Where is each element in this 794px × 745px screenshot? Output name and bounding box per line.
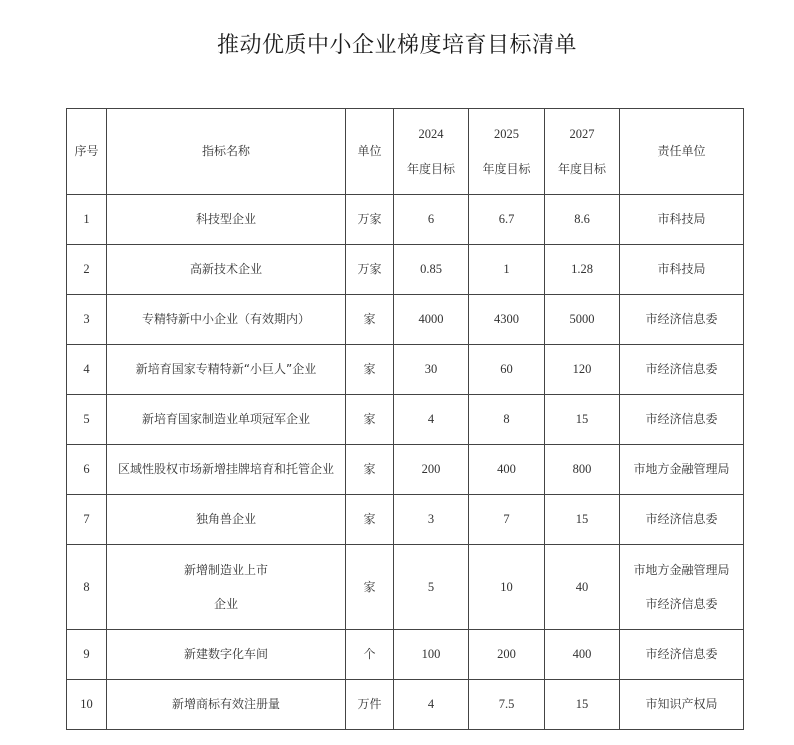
cell-2025: 8 (469, 395, 545, 445)
cell-unit: 家 (346, 545, 394, 630)
cell-2024: 30 (394, 345, 469, 395)
cell-dept: 市地方金融管理局 (620, 445, 744, 495)
cell-2027: 15 (545, 680, 620, 730)
cell-dept: 市经济信息委 (620, 495, 744, 545)
table-row (67, 445, 744, 495)
cell-2027: 800 (545, 445, 620, 495)
header-dept: 责任单位 (620, 109, 744, 195)
cell-name: 科技型企业 (107, 195, 346, 245)
header-unit: 单位 (346, 109, 394, 195)
cell-seq: 5 (67, 395, 107, 445)
cell-name-line1: 新增制造业上市 (183, 562, 268, 577)
cell-2027: 1.28 (545, 245, 620, 295)
cell-2025: 7 (469, 495, 545, 545)
cell-2025: 400 (469, 445, 545, 495)
cell-unit: 家 (346, 495, 394, 545)
cell-2024: 200 (394, 445, 469, 495)
cell-dept: 市知识产权局 (620, 680, 744, 730)
table-row (67, 495, 744, 545)
cell-2025: 7.5 (469, 680, 545, 730)
table-row (67, 680, 744, 730)
cell-2024: 4000 (394, 295, 469, 345)
cell-unit: 万家 (346, 195, 394, 245)
cell-name (107, 545, 346, 630)
header-2025 (469, 109, 545, 195)
table-row (67, 195, 744, 245)
cell-2025: 6.7 (469, 195, 545, 245)
table-row (67, 295, 744, 345)
cell-name: 高新技术企业 (107, 245, 346, 295)
header-2027-year: 2027 (569, 126, 595, 141)
cell-seq: 6 (67, 445, 107, 495)
cell-dept-line1: 市地方金融管理局 (633, 562, 730, 577)
cell-unit: 家 (346, 295, 394, 345)
cell-2024: 100 (394, 630, 469, 680)
cell-dept: 市经济信息委 (620, 295, 744, 345)
cell-name: 新培育国家专精特新“小巨人”企业 (107, 345, 346, 395)
cell-2024: 6 (394, 195, 469, 245)
header-2024 (394, 109, 469, 195)
cell-dept: 市科技局 (620, 245, 744, 295)
cell-unit: 万家 (346, 245, 394, 295)
cell-2025: 4300 (469, 295, 545, 345)
cell-unit: 家 (346, 345, 394, 395)
cell-dept: 市科技局 (620, 195, 744, 245)
cell-2027: 8.6 (545, 195, 620, 245)
cell-dept: 市经济信息委 (620, 630, 744, 680)
table-row (67, 345, 744, 395)
cell-dept (620, 545, 744, 630)
page-title: 推动优质中小企业梯度培育目标清单 (216, 33, 577, 58)
cell-unit: 万件 (346, 680, 394, 730)
cell-dept: 市经济信息委 (620, 345, 744, 395)
header-2024-label: 年度目标 (406, 161, 455, 176)
cell-name: 独角兽企业 (107, 495, 346, 545)
cell-2024: 3 (394, 495, 469, 545)
cell-seq: 10 (67, 680, 107, 730)
header-2027-label: 年度目标 (557, 161, 606, 176)
header-seq: 序号 (67, 109, 107, 195)
cell-2027: 5000 (545, 295, 620, 345)
table-row (67, 545, 744, 630)
table-row (67, 245, 744, 295)
cell-dept: 市经济信息委 (620, 395, 744, 445)
cell-seq: 9 (67, 630, 107, 680)
cell-seq: 7 (67, 495, 107, 545)
cell-2027: 15 (545, 495, 620, 545)
cell-2024: 4 (394, 395, 469, 445)
header-2024-year: 2024 (418, 126, 444, 141)
cell-seq: 4 (67, 345, 107, 395)
header-2025-label: 年度目标 (482, 161, 531, 176)
cell-2024: 0.85 (394, 245, 469, 295)
cell-name-line2: 企业 (213, 597, 238, 611)
cell-2027: 40 (545, 545, 620, 630)
cell-name: 新建数字化车间 (107, 630, 346, 680)
cell-2027: 15 (545, 395, 620, 445)
cell-seq: 1 (67, 195, 107, 245)
cell-2025: 200 (469, 630, 545, 680)
cell-2025: 10 (469, 545, 545, 630)
table-row (67, 630, 744, 680)
cell-seq: 3 (67, 295, 107, 345)
cell-seq: 8 (67, 545, 107, 630)
cell-name: 区域性股权市场新增挂牌培育和托管企业 (107, 445, 346, 495)
cell-name: 新增商标有效注册量 (107, 680, 346, 730)
cell-2025: 60 (469, 345, 545, 395)
cell-dept-line2: 市经济信息委 (645, 597, 718, 611)
header-2025-year: 2025 (494, 126, 519, 141)
targets-table (66, 108, 744, 730)
cell-2027: 400 (545, 630, 620, 680)
table-header-row (67, 109, 744, 195)
cell-unit: 个 (346, 630, 394, 680)
cell-2027: 120 (545, 345, 620, 395)
cell-2024: 5 (394, 545, 469, 630)
cell-name: 专精特新中小企业（有效期内） (107, 295, 346, 345)
cell-seq: 2 (67, 245, 107, 295)
cell-name: 新培育国家制造业单项冠军企业 (107, 395, 346, 445)
cell-2025: 1 (469, 245, 545, 295)
cell-unit: 家 (346, 395, 394, 445)
cell-2024: 4 (394, 680, 469, 730)
header-2027 (545, 109, 620, 195)
header-name: 指标名称 (107, 109, 346, 195)
table-row (67, 395, 744, 445)
cell-unit: 家 (346, 445, 394, 495)
